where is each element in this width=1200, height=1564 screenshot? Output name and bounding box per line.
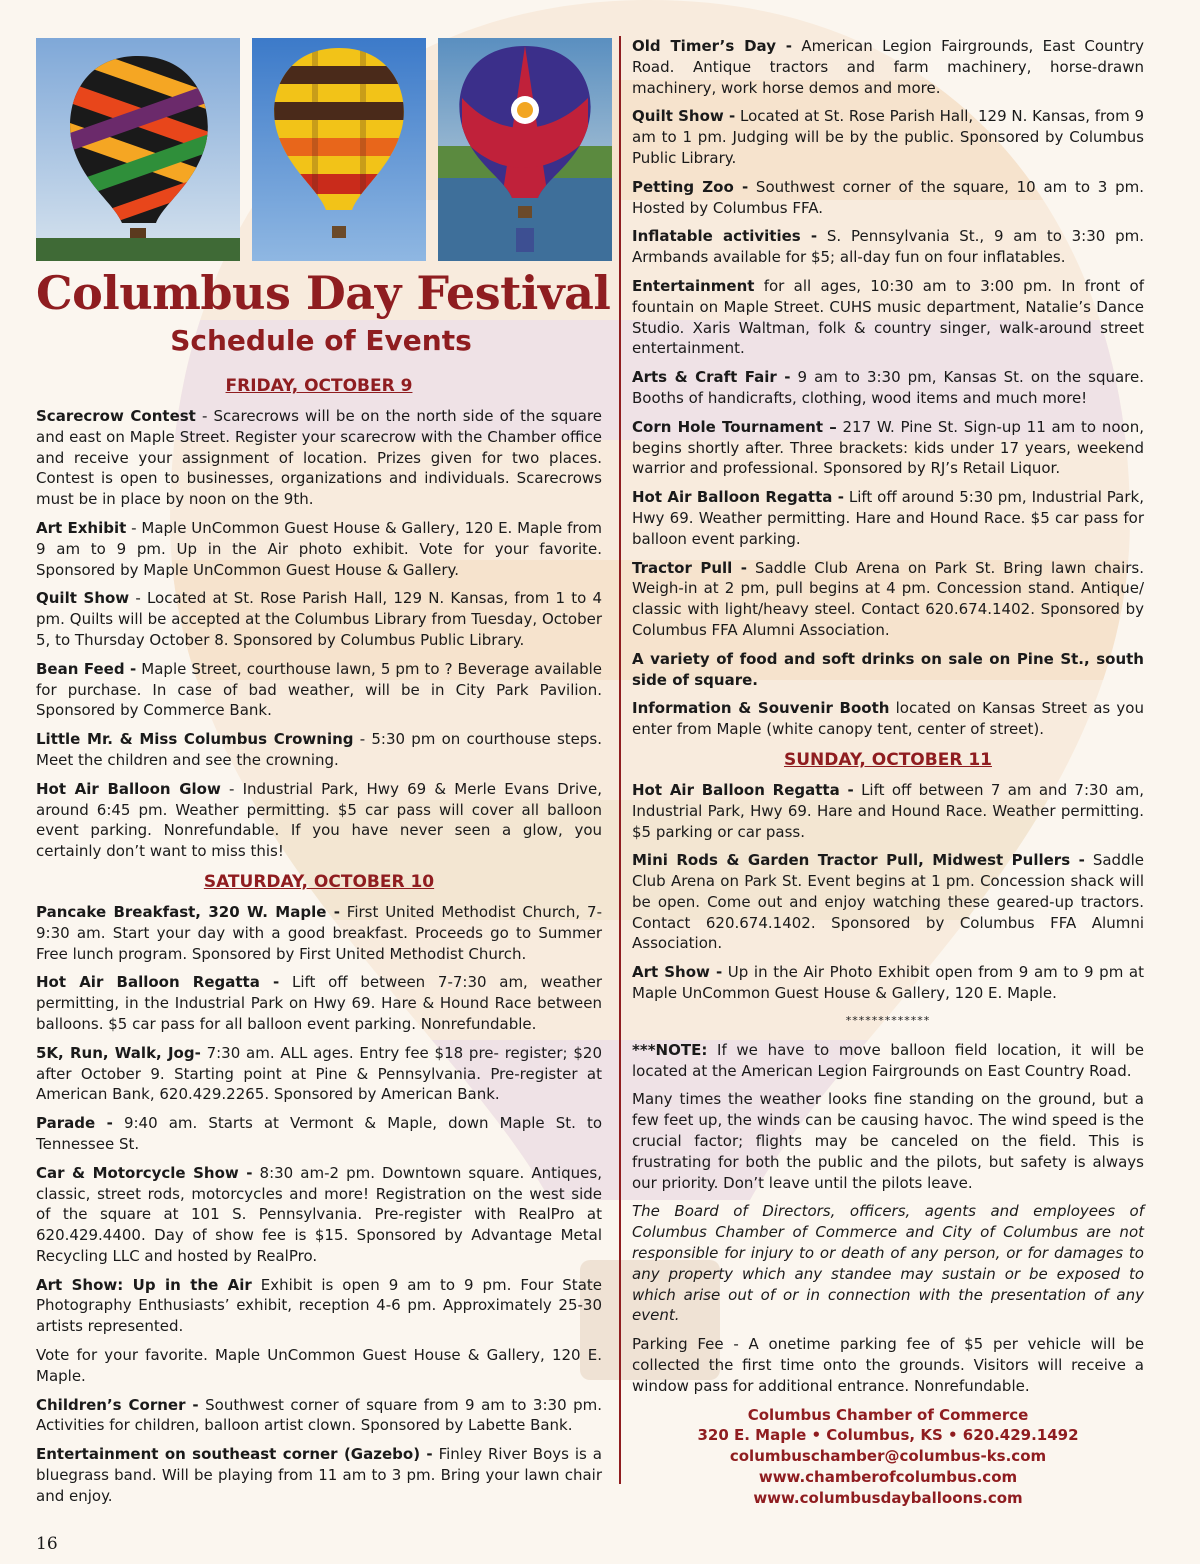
event-item xyxy=(632,276,1144,359)
star-separator: ************* xyxy=(845,1013,931,1027)
event-text: Lift off between 7 am and 7:30 am, Industrial Park, Hwy 69. Hare and Hound Race. Weather permitting. $5 parking or car pass. xyxy=(632,780,1145,841)
event-name: Old Timer’s Day - xyxy=(632,37,793,55)
chamber-email[interactable]: columbuschamber@columbus-ks.com xyxy=(729,1447,1047,1466)
event-text: Lift off between 7-7:30 am, weather permitting, in the Industrial Park on Hwy 69. Hare & Hound Race between balloons. $5 car pass for all balloon event parking. Nonrefundable. xyxy=(36,973,603,1033)
event-name: Pancake Breakfast, 320 W. Maple - xyxy=(36,902,340,921)
event-text: 8:30 am-2 pm. Downtown square. Antiques, classic, street rods, motorcycles and more! Registration on the west side of the square at 101 S. Pennsylvania. Pre-register with RealPro at 620.429.4400. Day of show fee is $15. Sponsored by Advantage Metal Recycling LLC and hosted by RealPro. xyxy=(36,1163,602,1265)
event-item xyxy=(36,1043,602,1105)
event-name: Children’s Corner - xyxy=(36,1395,199,1414)
chamber-website-link[interactable]: www.chamberofcolumbus.com xyxy=(758,1468,1018,1487)
column-divider xyxy=(619,36,621,1484)
event-text: Southwest corner of the square, 10 am to 3 pm. Hosted by Columbus FFA. xyxy=(632,177,1144,217)
parking-fee-paragraph: Parking Fee - A onetime parking fee of $5 per vehicle will be collected the first time onto the grounds. Visitors will receive a window pass for additional entrance. Nonrefundable. xyxy=(632,1335,1144,1395)
chamber-name: Columbus Chamber of Commerce xyxy=(747,1405,1029,1424)
event-name: Tractor Pull - xyxy=(632,558,748,577)
event-name: Inflatable activities - xyxy=(632,227,818,246)
event-text: Maple Street, courthouse lawn, 5 pm to ? Beverage available for purchase. In case of bad weather, will be in City Park Pavilion. Sponsored by Commerce Bank. xyxy=(36,659,602,720)
event-text: Saddle Club Arena on Park St. Event begins at 1 pm. Concession shack will be open. Come out and enjoy watching these geared-up tractors. Contact 620.674.1402. Sponsored by Columbus FFA Alumni Association. xyxy=(632,851,1144,953)
sunday-heading: SUNDAY, OCTOBER 11 xyxy=(783,749,992,770)
event-item xyxy=(632,177,1144,219)
event-name: Hot Air Balloon Regatta - xyxy=(36,973,280,992)
event-name: Hot Air Balloon Regatta - xyxy=(632,780,854,799)
event-item xyxy=(632,698,1144,740)
page-number: 16 xyxy=(36,1534,58,1554)
chamber-contact-block xyxy=(632,1405,1144,1509)
event-item xyxy=(632,367,1144,409)
event-item xyxy=(36,1275,602,1337)
event-text: - Maple UnCommon Guest House & Gallery, 120 E. Maple from 9 am to 9 pm. Up in the Air photo exhibit. Vote for your favorite. Sponsored by Maple UnCommon Guest House & Gallery. xyxy=(36,518,602,579)
event-name: Art Exhibit xyxy=(36,518,127,537)
note-paragraph xyxy=(632,1040,1144,1082)
weather-paragraph: Many times the weather looks fine standing on the ground, but a few feet up, the winds can be causing havoc. The wind speed is the crucial factor; flights may be canceled on the field. This is frustrating for both the public and the pilots, but safety is always our priority. Don’t leave until the pilots leave. xyxy=(632,1090,1144,1192)
event-item xyxy=(36,518,602,580)
event-text: Exhibit is open 9 am to 9 pm. Four State Photography Enthusiasts’ exhibit, reception 4-6 pm. Approximately 25-30 artists represented. xyxy=(36,1275,602,1336)
event-name: Petting Zoo - xyxy=(632,177,749,196)
event-name: Entertainment xyxy=(632,276,755,295)
event-item xyxy=(36,1444,602,1506)
disclaimer-paragraph: The Board of Directors, officers, agents and employees of Columbus Chamber of Commerce and City of Columbus are not responsible for injury to or death of any person, or for damages to any property which any standee may sustain or be exposed to which arise out of or in connection with the presentation of any event. xyxy=(632,1202,1144,1325)
event-item xyxy=(632,780,1144,842)
event-name: 5K, Run, Walk, Jog- xyxy=(36,1043,201,1062)
event-text: First United Methodist Church, 7-9:30 am. Start your day with a good breakfast. Proceeds go to Summer Free lunch program. Sponsored by First United Methodist Church. xyxy=(36,902,602,963)
event-text: - Located at St. Rose Parish Hall, 129 N. Kansas, from 1 to 4 pm. Quilts will be accepted at the Columbus Library from Tuesday, October 5, to Thursday October 8. Sponsored by Columbus Public Library. xyxy=(36,589,602,649)
event-text: 217 W. Pine St. Sign-up 11 am to noon, begins shortly after. Three brackets: kids under 17 years, weekend warrior and professional. Sponsored by RJ’s Retail Liquor. xyxy=(632,417,1144,478)
page-title: Columbus Day Festival xyxy=(36,266,611,320)
event-item xyxy=(36,902,602,964)
event-text: Vote for your favorite. Maple UnCommon Guest House & Gallery, 120 E. Maple. xyxy=(36,1346,602,1385)
event-text: Saddle Club Arena on Park St. Bring lawn chairs. Weigh-in at 2 pm, pull begins at 4 pm. Concession stand. Antique/ classic with light/heavy steel. Contact 620.674.1402. Sponsored by Columbus FFA Alumni Association. xyxy=(632,558,1144,639)
event-name: Hot Air Balloon Regatta - xyxy=(632,488,844,507)
balloon-photo-1 xyxy=(36,38,240,261)
left-column xyxy=(36,374,602,1515)
event-name: Little Mr. & Miss Columbus Crowning xyxy=(36,730,354,749)
event-text: Southwest corner of square from 9 am to 3:30 pm. Activities for children, balloon artist clown. Sponsored by Labette Bank. xyxy=(36,1395,602,1435)
event-item xyxy=(36,729,602,771)
event-item xyxy=(632,850,1144,954)
event-item xyxy=(36,779,602,862)
event-item xyxy=(36,659,602,721)
event-item xyxy=(632,226,1144,268)
event-text: Located at St. Rose Parish Hall, 129 N. Kansas, from 9 am to 1 pm. Judging will be by the public. Sponsored by Columbus Public Library. xyxy=(632,107,1144,167)
event-text: S. Pennsylvania St., 9 am to 3:30 pm. Armbands available for $5; all-day fun on four inflatables. xyxy=(632,227,1144,267)
photo-strip xyxy=(36,38,612,261)
event-name: Entertainment on southeast corner (Gazebo) - xyxy=(36,1445,433,1464)
event-name: Arts & Craft Fair - xyxy=(632,368,791,387)
event-name: Information & Souvenir Booth xyxy=(632,699,890,718)
event-name: Car & Motorcycle Show - xyxy=(36,1163,253,1182)
event-item xyxy=(36,588,602,650)
page-subtitle: Schedule of Events xyxy=(170,324,472,357)
event-text: American Legion Fairgrounds, East Country Road. Antique tractors and farm machinery, horse-drawn machinery, work horse demos and more. xyxy=(632,37,1144,97)
event-item xyxy=(36,1395,602,1437)
event-item xyxy=(36,972,602,1034)
event-text: 7:30 am. ALL ages. Entry fee $18 pre- register; $20 after October 9. Starting point at Pine & Pennsylvania. Pre-register at American Bank, 620.429.2265. Sponsored by American Bank. xyxy=(36,1043,602,1104)
event-item xyxy=(36,1345,602,1387)
balloon-photo-3 xyxy=(438,38,612,261)
event-item xyxy=(632,649,1144,691)
event-name: Quilt Show - xyxy=(632,107,736,126)
event-text: - Industrial Park, Hwy 69 & Merle Evans Drive, around 6:45 pm. Weather permitting. $5 car pass will cover all balloon event parking. Nonrefundable. If you have never seen a glow, you certainly don’t want to miss this! xyxy=(36,779,602,861)
event-text: 9:40 am. Starts at Vermont & Maple, down Maple St. to Tennessee St. xyxy=(36,1114,602,1153)
event-text: - 5:30 pm on courthouse steps. Meet the children and see the crowning. xyxy=(36,730,602,769)
note-label: ***NOTE: xyxy=(632,1040,708,1059)
event-text: located on Kansas Street as you enter from Maple (white canopy tent, center of street). xyxy=(632,699,1144,739)
event-text: for all ages, 10:30 am to 3:00 pm. In front of fountain on Maple Street. CUHS music department, Natalie’s Dance Studio. Xaris Waltman, folk & country singer, walk-around street entertainment. xyxy=(632,276,1144,358)
hot-air-balloon-photo xyxy=(36,38,240,261)
event-name: Corn Hole Tournament – xyxy=(632,417,837,436)
right-column xyxy=(632,36,1144,1509)
friday-heading: FRIDAY, OCTOBER 9 xyxy=(225,376,413,396)
event-item xyxy=(36,1163,602,1267)
event-text: Finley River Boys is a bluegrass band. Will be playing from 11 am to 3 pm. Bring your lawn chair and enjoy. xyxy=(36,1445,602,1505)
saturday-heading: SATURDAY, OCTOBER 10 xyxy=(203,871,435,892)
event-text: Up in the Air Photo Exhibit open from 9 am to 9 pm at Maple UnCommon Guest House & Gallery, 120 E. Maple. xyxy=(632,963,1144,1003)
balloon-photo-2 xyxy=(252,38,426,261)
note-text: If we have to move balloon field location, it will be located at the American Legion Fairgrounds on East Country Road. xyxy=(632,1040,1144,1080)
hot-air-balloon-photo xyxy=(438,38,612,261)
event-item xyxy=(36,406,602,510)
event-item xyxy=(632,417,1144,479)
event-name: Art Show - xyxy=(632,963,723,982)
event-text: Lift off around 5:30 pm, Industrial Park, Hwy 69. Weather permitting. Hare and Hound Race. $5 car pass for balloon event parking. xyxy=(632,488,1144,548)
event-name: Parade - xyxy=(36,1114,113,1133)
event-item xyxy=(632,36,1144,98)
event-item xyxy=(632,106,1144,168)
event-name: Hot Air Balloon Glow xyxy=(36,779,221,798)
event-item xyxy=(632,487,1144,549)
balloons-website-link[interactable]: www.columbusdayballoons.com xyxy=(753,1488,1023,1507)
event-name: Art Show: Up in the Air xyxy=(36,1275,252,1294)
event-name: Quilt Show xyxy=(36,589,130,608)
event-item xyxy=(632,558,1144,641)
event-name: Bean Feed - xyxy=(36,659,137,678)
chamber-address: 320 E. Maple • Columbus, KS • 620.429.1492 xyxy=(697,1426,1079,1445)
event-item xyxy=(632,962,1144,1004)
event-text: 9 am to 3:30 pm, Kansas St. on the square. Booths of handicrafts, clothing, wood items and much more! xyxy=(632,368,1144,407)
event-name: Scarecrow Contest xyxy=(36,407,196,425)
event-name: A variety of food and soft drinks on sale on Pine St., south side of square. xyxy=(632,649,1144,689)
event-text: - Scarecrows will be on the north side of the square and east on Maple Street. Register your scarecrow with the Chamber office and receive your assignment of location. Prizes given for two places. Contest is open to businesses, organizations and individuals. Scarecrows must be in place by noon on the 9th. xyxy=(36,407,602,509)
event-item xyxy=(36,1113,602,1155)
hot-air-balloon-photo xyxy=(252,38,426,261)
event-name: Mini Rods & Garden Tractor Pull, Midwest Pullers - xyxy=(632,851,1085,870)
